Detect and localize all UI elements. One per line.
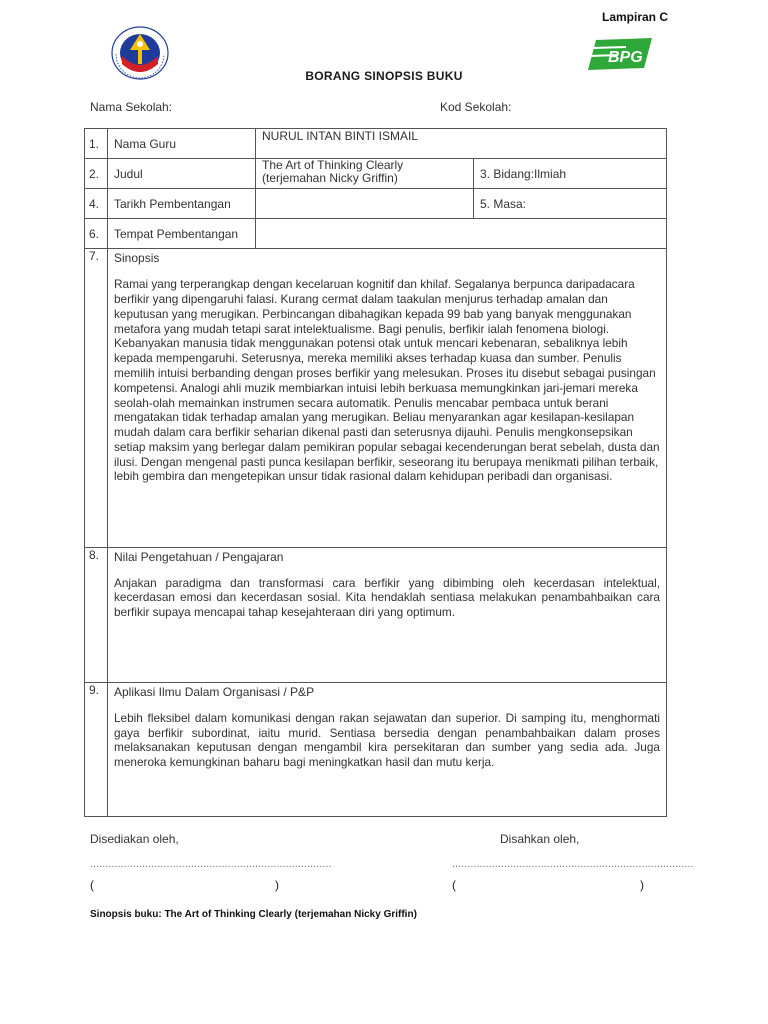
prepared-by-label: Disediakan oleh, [90, 832, 179, 846]
place-label: Tempat Pembentangan [108, 219, 256, 249]
prepared-signature-line: ............................................................................... [90, 858, 332, 870]
prepared-name-open-paren: ( [90, 878, 94, 892]
footer-caption: Sinopsis buku: The Art of Thinking Clearly (terjemahan Nicky Griffin) [90, 909, 417, 920]
row-number: 7. [85, 249, 108, 547]
synopsis-row [85, 249, 667, 547]
approved-name-close-paren: ) [640, 878, 644, 892]
appendix-label: Lampiran C [602, 10, 669, 24]
date-row [85, 189, 667, 219]
teacher-label: Nama Guru [108, 129, 256, 159]
place-row [85, 219, 667, 249]
synopsis-form-table [84, 128, 667, 817]
book-title-line: The Art of Thinking Clearly [262, 158, 404, 173]
knowledge-text: Anjakan paradigma dan transformasi cara berfikir yang dibimbing oleh kecerdasan intelektual, kecerdasan emosi dan kecerdasan sosial. Kita hendaklah sentiasa melakukan penambahbaikan cara berfikir supaya mencapai tahap kesejahteraan diri yang optimum. [114, 575, 660, 620]
date-label: Tarikh Pembentangan [108, 189, 256, 219]
form-title: BORANG SINOPSIS BUKU [305, 69, 463, 83]
book-title-value [256, 159, 474, 189]
synopsis-text: Ramai yang terperangkap dengan kecelaruan kognitif dan khilaf. Segalanya berpunca daripadacara berfikir yang dipengaruhi falasi. Kurang cermat dalam taakulan menjurus terhadap amalan dan keputusan yang merugikan. Perbincangan dibahagikan kepada 99 bab yang banyak menggunakan metafora yang mudah tetapi sarat intelektualisme. Bagi penulis, berfikir ialah fenomena biologi. Kebanyakan manusia tidak menggunakan potensi otak untuk mencari kebenaran, sebaliknya lebih kepada mempengaruhi. Seterusnya, mereka memiliki akses terhadap kuasa dan sumber. Penulis memilih intuisi berbanding dengan proses berfikir yang melesukan. Proses itu disebut sebagai pusingan kompetensi. Analogi ahli muzik membiarkan intuisi lebih berkuasa memungkinkan jari-jemari mereka seolah-olah memainkan instrumen secara automatik. Penulis mencabar pembaca untuk berani mengatakan tidak terhadap amalan yang merugikan. Beliau menyarankan agar kesilapan-kesilapan mudah dalam cara berfikir seharian dikenal pasti dan seterusnya dijauhi. Penulis mengkonsepsikan setiap maksim yang berlegar dalam pemikiran popular sebagai kecenderungan berat sebelah, dusta dan ilusi. Dengan mengenal pasti punca kesilapan berfikir, seseorang itu berupaya menikmati pilihan terbaik, lebih gembira dan mengetepikan unsur tidak rasional dalam kehidupan peribadi dan organisasi. [114, 277, 660, 484]
application-text: Lebih fleksibel dalam komunikasi dengan rakan sejawatan dan superior. Di samping itu, menghormati gaya berfikir subordinat, iaitu murid. Sentiasa bersedia dengan penambahbaikan dalam proses melaksanakan keputusan dengan mengambil kira persekitaran dan sumber yang sedia ada. Juga meneroka kemungkinan baharu bagi meningkatkan hasil dan mutu kerja. [114, 710, 660, 770]
knowledge-row [85, 547, 667, 682]
row-number: 9. [85, 682, 108, 816]
title-row [85, 159, 667, 189]
row-number: 8. [85, 547, 108, 682]
application-cell [108, 682, 667, 816]
field-category: 3. Bidang:Ilmiah [474, 159, 667, 189]
time-field: 5. Masa: [474, 189, 667, 219]
approved-name-open-paren: ( [452, 878, 456, 892]
row-number: 2. [85, 159, 108, 189]
prepared-name-close-paren: ) [275, 878, 279, 892]
place-value [256, 219, 667, 249]
title-label: Judul [108, 159, 256, 189]
approved-signature-line: ............................................................................... [452, 858, 694, 870]
bpg-logo-text: BPG [608, 49, 643, 66]
date-value [256, 189, 474, 219]
application-row [85, 682, 667, 816]
approved-by-label: Disahkan oleh, [500, 832, 580, 846]
school-name-label: Nama Sekolah: [90, 100, 173, 114]
synopsis-cell [108, 249, 667, 547]
synopsis-title: Sinopsis [114, 251, 160, 266]
row-number: 6. [85, 219, 108, 249]
teacher-row [85, 129, 667, 159]
book-title-translator: (terjemahan Nicky Griffin) [262, 171, 398, 186]
school-code-label: Kod Sekolah: [440, 100, 512, 114]
row-number: 1. [85, 129, 108, 159]
bpg-logo [586, 36, 654, 72]
row-number: 4. [85, 189, 108, 219]
knowledge-title: Nilai Pengetahuan / Pengajaran [114, 549, 284, 564]
application-title: Aplikasi Ilmu Dalam Organisasi / P&P [114, 684, 315, 699]
knowledge-cell [108, 547, 667, 682]
teacher-name-value: NURUL INTAN BINTI ISMAIL [256, 129, 667, 159]
